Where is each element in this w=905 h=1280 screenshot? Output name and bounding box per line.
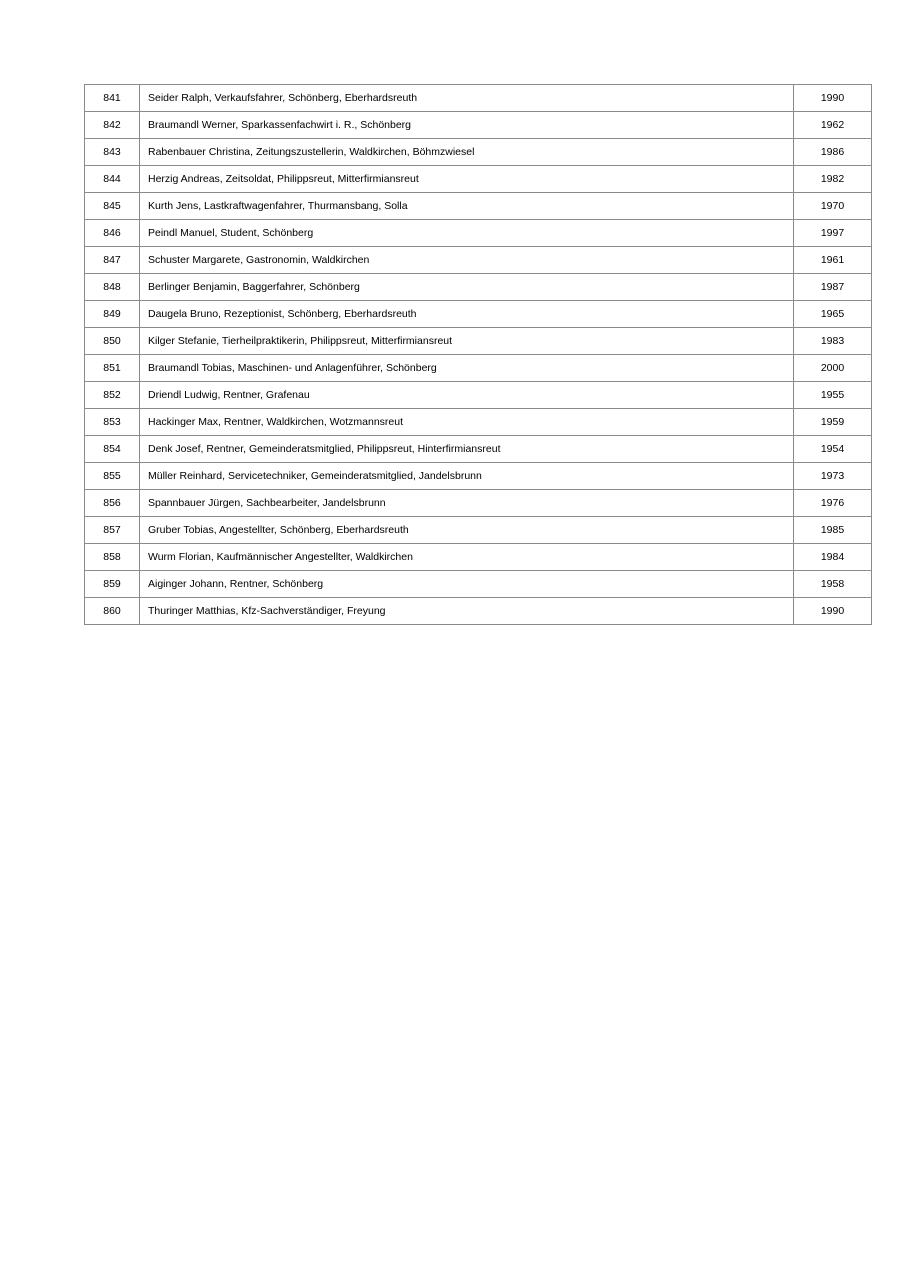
- candidate-details: Driendl Ludwig, Rentner, Grafenau: [140, 382, 794, 409]
- candidate-birth-year: 1959: [794, 409, 872, 436]
- candidate-details: Gruber Tobias, Angestellter, Schönberg, Eberhardsreuth: [140, 517, 794, 544]
- table-row: [85, 220, 872, 247]
- candidate-birth-year: 1982: [794, 166, 872, 193]
- table-row: [85, 517, 872, 544]
- candidate-number: 843: [85, 139, 140, 166]
- candidate-number: 850: [85, 328, 140, 355]
- table-row: [85, 598, 872, 625]
- candidate-number: 855: [85, 463, 140, 490]
- candidate-number: 852: [85, 382, 140, 409]
- candidate-details: Thuringer Matthias, Kfz-Sachverständiger, Freyung: [140, 598, 794, 625]
- candidate-number: 860: [85, 598, 140, 625]
- candidate-birth-year: 1997: [794, 220, 872, 247]
- table-row: [85, 301, 872, 328]
- candidate-list-table: [84, 84, 872, 625]
- candidate-details: Berlinger Benjamin, Baggerfahrer, Schönberg: [140, 274, 794, 301]
- table-row: [85, 85, 872, 112]
- candidate-birth-year: 1962: [794, 112, 872, 139]
- candidate-number: 859: [85, 571, 140, 598]
- candidate-birth-year: 1987: [794, 274, 872, 301]
- candidate-birth-year: 1961: [794, 247, 872, 274]
- candidate-number: 842: [85, 112, 140, 139]
- candidate-details: Daugela Bruno, Rezeptionist, Schönberg, Eberhardsreuth: [140, 301, 794, 328]
- candidate-birth-year: 1983: [794, 328, 872, 355]
- table-row: [85, 490, 872, 517]
- candidate-birth-year: 1970: [794, 193, 872, 220]
- candidate-number: 844: [85, 166, 140, 193]
- candidate-birth-year: 1954: [794, 436, 872, 463]
- candidate-number: 848: [85, 274, 140, 301]
- candidate-number: 851: [85, 355, 140, 382]
- candidate-birth-year: 2000: [794, 355, 872, 382]
- candidate-birth-year: 1986: [794, 139, 872, 166]
- candidate-birth-year: 1973: [794, 463, 872, 490]
- candidate-details: Wurm Florian, Kaufmännischer Angestellter, Waldkirchen: [140, 544, 794, 571]
- table-row: [85, 139, 872, 166]
- candidate-number: 847: [85, 247, 140, 274]
- candidate-birth-year: 1985: [794, 517, 872, 544]
- candidate-number: 856: [85, 490, 140, 517]
- table-row: [85, 544, 872, 571]
- candidate-number: 858: [85, 544, 140, 571]
- candidate-details: Kilger Stefanie, Tierheilpraktikerin, Philippsreut, Mitterfirmiansreut: [140, 328, 794, 355]
- candidate-details: Schuster Margarete, Gastronomin, Waldkirchen: [140, 247, 794, 274]
- candidate-details: Braumandl Werner, Sparkassenfachwirt i. R., Schönberg: [140, 112, 794, 139]
- table-row: [85, 193, 872, 220]
- candidate-details: Hackinger Max, Rentner, Waldkirchen, Wotzmannsreut: [140, 409, 794, 436]
- candidate-details: Müller Reinhard, Servicetechniker, Gemeinderatsmitglied, Jandelsbrunn: [140, 463, 794, 490]
- candidate-details: Denk Josef, Rentner, Gemeinderatsmitglied, Philippsreut, Hinterfirmiansreut: [140, 436, 794, 463]
- table-row: [85, 463, 872, 490]
- table-row: [85, 328, 872, 355]
- table-row: [85, 274, 872, 301]
- candidate-number: 854: [85, 436, 140, 463]
- candidate-details: Braumandl Tobias, Maschinen- und Anlagenführer, Schönberg: [140, 355, 794, 382]
- candidate-birth-year: 1955: [794, 382, 872, 409]
- table-row: [85, 166, 872, 193]
- table-row: [85, 382, 872, 409]
- candidate-number: 841: [85, 85, 140, 112]
- candidate-birth-year: 1958: [794, 571, 872, 598]
- table-row: [85, 355, 872, 382]
- candidate-details: Rabenbauer Christina, Zeitungszustellerin, Waldkirchen, Böhmzwiesel: [140, 139, 794, 166]
- candidate-details: Seider Ralph, Verkaufsfahrer, Schönberg, Eberhardsreuth: [140, 85, 794, 112]
- candidate-details: Aiginger Johann, Rentner, Schönberg: [140, 571, 794, 598]
- candidate-number: 857: [85, 517, 140, 544]
- candidate-details: Kurth Jens, Lastkraftwagenfahrer, Thurmansbang, Solla: [140, 193, 794, 220]
- table-row: [85, 436, 872, 463]
- candidate-birth-year: 1990: [794, 85, 872, 112]
- candidate-number: 849: [85, 301, 140, 328]
- table-row: [85, 247, 872, 274]
- candidate-details: Spannbauer Jürgen, Sachbearbeiter, Jandelsbrunn: [140, 490, 794, 517]
- candidate-birth-year: 1965: [794, 301, 872, 328]
- candidate-birth-year: 1976: [794, 490, 872, 517]
- candidate-number: 845: [85, 193, 140, 220]
- candidate-birth-year: 1984: [794, 544, 872, 571]
- table-row: [85, 112, 872, 139]
- table-row: [85, 409, 872, 436]
- table-row: [85, 571, 872, 598]
- candidate-birth-year: 1990: [794, 598, 872, 625]
- candidate-details: Herzig Andreas, Zeitsoldat, Philippsreut, Mitterfirmiansreut: [140, 166, 794, 193]
- candidate-number: 846: [85, 220, 140, 247]
- candidate-number: 853: [85, 409, 140, 436]
- candidate-details: Peindl Manuel, Student, Schönberg: [140, 220, 794, 247]
- candidate-list-body: [85, 85, 872, 625]
